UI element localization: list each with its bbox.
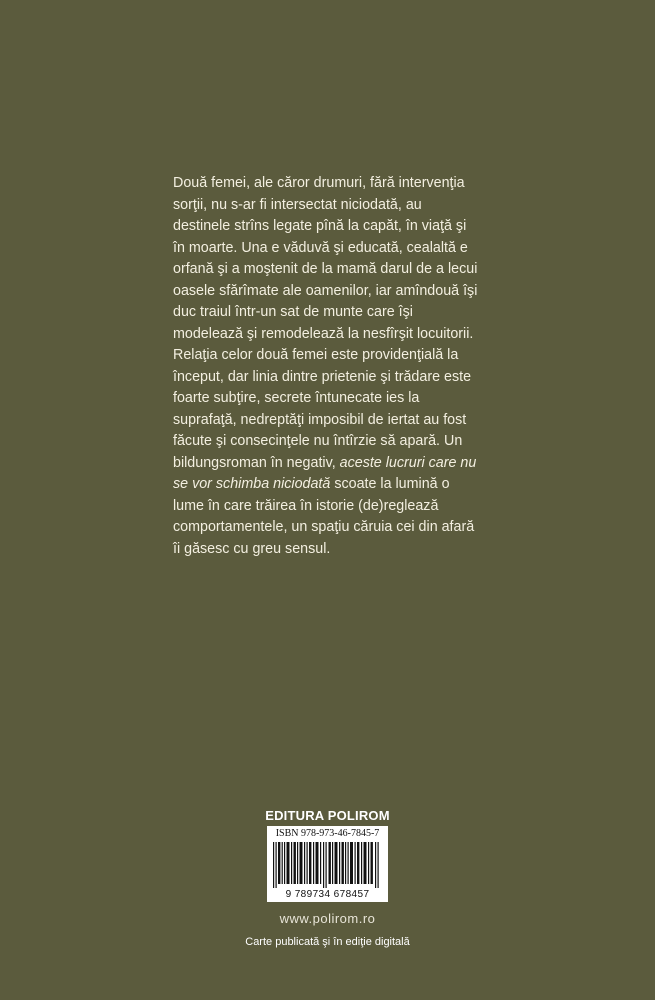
barcode-icon (273, 842, 382, 888)
publisher-name: EDITURA POLIROM (265, 808, 390, 823)
blurb-text-part1: Două femei, ale căror drumuri, fără intervenţia sorţii, nu s-ar fi intersectat niciodată, au destinele strîns legate pînă la capăt, în viaţă şi în moarte. Una e văduvă şi educată, cealaltă e orfană şi a moştenit de la mamă darul de a lecui oasele sfărîmate ale oamenilor, iar amîndouă îşi duc traiul într-un sat de munte care îşi modelează şi remodelează la nesfîrşit locuitorii. Relaţia celor două femei este providenţială la început, dar linia dintre prietenie şi trădare este foarte subţire, secrete întunecate ies la suprafaţă, nedreptăţi imposibil de iertat au fost făcute şi consecinţele nu întîrzie să apară. Un bildungsroman în negativ, (173, 175, 478, 471)
isbn-label: ISBN 978-973-46-7845-7 (275, 828, 380, 839)
barcode-box (267, 826, 388, 902)
book-title-italic: aceste lucruri care nu se vor schimba niciodată (173, 454, 477, 492)
barcode-number: 9 789734 678457 (285, 889, 370, 900)
back-cover-blurb (173, 173, 481, 560)
publisher-website: www.polirom.ro (279, 911, 376, 926)
blurb-text-part2: scoate la lumină o lume în care trăirea în istorie (de)reglează comportamentele, un spaţiu căruia cei din afară îi găsesc cu greu sensul. (173, 476, 475, 557)
digital-edition-note: Carte publicată şi în ediţie digitală (245, 936, 410, 948)
blurb-paragraph (173, 173, 481, 560)
